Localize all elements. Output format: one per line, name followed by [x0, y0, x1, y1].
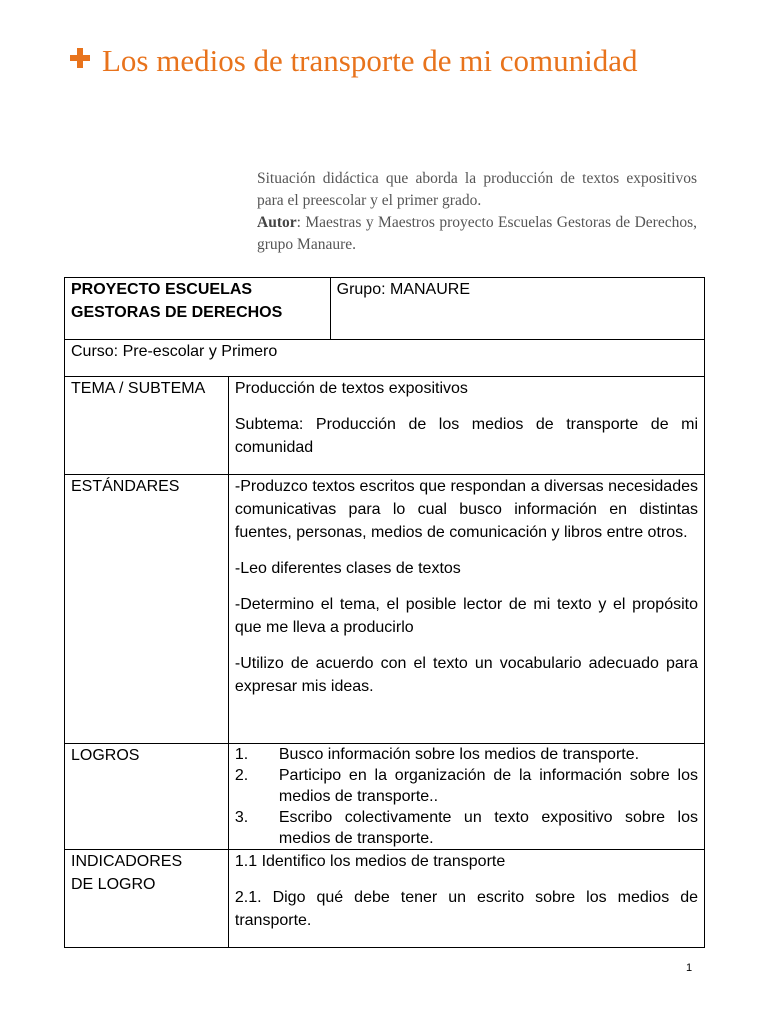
logro-text: Busco información sobre los medios de transporte. — [278, 746, 640, 763]
subtema-text: Subtema: Producción de los medios de transporte de mi comunidad — [234, 416, 698, 456]
estandar-item: -Leo diferentes clases de textos — [234, 560, 461, 577]
course-cell — [65, 340, 705, 377]
logro-item — [235, 765, 698, 807]
tema-content-cell — [228, 377, 704, 475]
logro-number: 3. — [234, 809, 249, 826]
project-name-cell — [65, 278, 331, 340]
estandar-item: -Produzco textos escritos que respondan a diversas necesidades comunicativas para lo cual busco información en distintas fuentes, personas, medios de comunicación y libros entre otros. — [234, 478, 698, 541]
indicadores-label-line1: INDICADORES — [71, 853, 183, 870]
group-cell — [330, 278, 704, 340]
page-number: 1 — [686, 962, 693, 974]
tema-label-cell — [65, 377, 229, 475]
indicadores-content-cell — [228, 850, 704, 948]
group-text: Grupo: MANAURE — [336, 281, 470, 298]
project-name-line1: PROYECTO ESCUELAS — [71, 281, 253, 298]
logro-number: 2. — [234, 767, 249, 784]
author-label: Autor — [257, 214, 297, 231]
tema-label: TEMA / SUBTEMA — [71, 380, 206, 397]
logro-item — [235, 744, 698, 765]
document-title-text: Los medios de transporte de mi comunidad — [102, 43, 638, 78]
estandares-label: ESTÁNDARES — [71, 478, 180, 495]
project-table — [64, 277, 705, 948]
tema-text: Producción de textos expositivos — [234, 380, 468, 397]
course-text: Curso: Pre-escolar y Primero — [71, 343, 278, 360]
estandar-item: -Utilizo de acuerdo con el texto un vocabulario adecuado para expresar mis ideas. — [234, 655, 698, 695]
intro-block — [257, 168, 697, 256]
logro-text: Participo en la organización de la información sobre los medios de transporte.. — [278, 767, 698, 805]
logro-text: Escribo colectivamente un texto expositivo sobre los medios de transporte. — [278, 809, 698, 847]
logros-content-cell — [228, 744, 704, 850]
logros-label: LOGROS — [71, 747, 140, 764]
indicador-item: 1.1 Identifico los medios de transporte — [234, 853, 506, 870]
indicadores-label-cell — [65, 850, 229, 948]
indicadores-label-line2: DE LOGRO — [71, 876, 156, 893]
document-title — [70, 40, 710, 82]
estandar-item: -Determino el tema, el posible lector de mi texto y el propósito que me lleva a producirlo — [234, 596, 698, 636]
logros-label-cell — [65, 744, 229, 850]
project-name-line2: GESTORAS DE DERECHOS — [71, 304, 283, 321]
estandares-content-cell — [228, 475, 704, 744]
logro-number: 1. — [234, 746, 249, 763]
plus-icon — [70, 48, 90, 68]
estandares-label-cell — [65, 475, 229, 744]
logro-item — [235, 807, 698, 849]
author-text: : Maestras y Maestros proyecto Escuelas Gestoras de Derechos, grupo Manaure. — [257, 214, 697, 253]
intro-author — [257, 212, 697, 256]
logros-list — [235, 744, 698, 849]
intro-description: Situación didáctica que aborda la producción de textos expositivos para el preescolar y el primer grado. — [257, 170, 697, 209]
indicador-item: 2.1. Digo qué debe tener un escrito sobre los medios de transporte. — [234, 889, 698, 929]
